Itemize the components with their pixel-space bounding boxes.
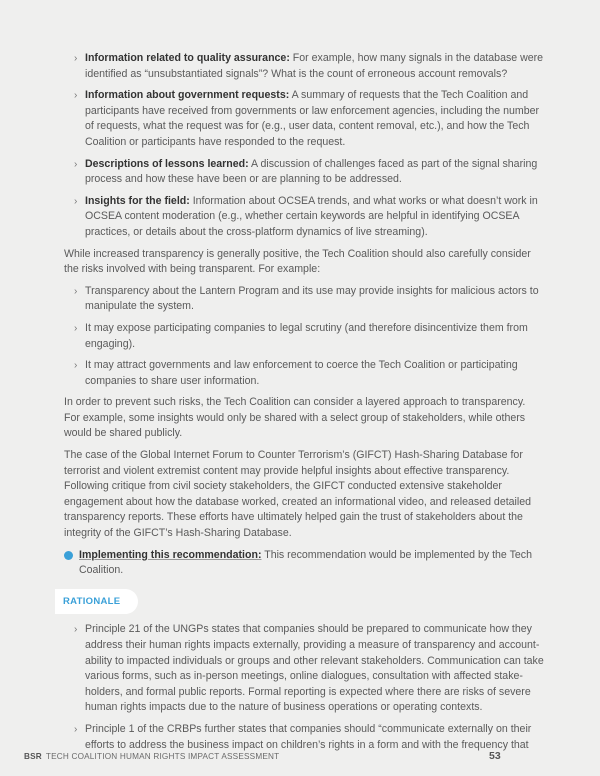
list-item: › Principle 1 of the CRBPs further states that companies should “communicate externally on their efforts to address the business impact on children’s rights in a form and with the frequency that <box>74 722 532 751</box>
chevron-right-icon: › <box>74 90 78 102</box>
list-item: › Transparency about the Lantern Program and its use may provide insights for malicious actors to manipulate the system. <box>74 284 539 313</box>
brand-logo: BSR <box>24 752 42 761</box>
rationale-heading: RATIONALE <box>55 589 138 615</box>
list-item: › Descriptions of lessons learned: A discussion of challenges faced as part of the signal sharing process and how these have been or are planning to be addressed. <box>74 157 538 186</box>
chevron-right-icon: › <box>74 360 78 372</box>
chevron-right-icon: › <box>74 53 78 64</box>
chevron-right-icon: › <box>74 624 78 636</box>
page-content <box>64 51 544 759</box>
footer-title: TECH COALITION HUMAN RIGHTS IMPACT ASSESSMENT <box>45 752 280 761</box>
chevron-right-icon: › <box>74 322 78 334</box>
list-item: › Information related to quality assurance: For example, how many signals in the database were identified as “unsubstantiated signals”? What is the count of erroneous account removals? <box>74 52 544 80</box>
page-number: 53 <box>489 750 501 762</box>
list-item: › Principle 21 of the UNGPs states that companies should be prepared to communicate how they address their human rights impacts externally, providing a measure of transparency and account-ability to impacted individuals or groups and other relevant stakeholders. Communication can take various forms, such as in-person meetings, online dialogues, consultation with affected stake-holders, and formal public reports. Formal reporting is expected where there are risks of severe human rights impacts due to the nature of business operations or operating contexts. <box>74 623 544 714</box>
paragraph-gifct: The case of the Global Internet Forum to Counter Terrorism’s (GIFCT) Hash-Sharing Database for terrorist and violent extremist content may provide helpful insights about effective transparency. Following critique from civil society stakeholders, the GIFCT conducted extensive stakeholder engagement about how the database worked, created an informational video, and released detailed transparency reports. These efforts have ultimately helped gain the trust of stakeholders about the integrity of the GIFCT’s Hash-Sharing Database. <box>64 449 532 540</box>
list-item: › It may attract governments and law enforcement to coerce the Tech Coalition or participating companies to share user information. <box>74 359 518 387</box>
list-item: › Information about government requests: A summary of requests that the Tech Coalition and participants have received from governments or law enforcement agencies, including the number of requests, what the request was for (e.g., user data, content removal, etc.), and how the Tech Coalition or participants have responded to the request. <box>74 89 540 148</box>
paragraph-risks: While increased transparency is generally positive, the Tech Coalition should also carefully consider the risks involved with being transparent. For example: <box>64 247 531 276</box>
list-item: › It may expose participating companies to legal scrutiny (and therefore disincentivize them from engaging). <box>74 321 528 350</box>
list-item: › Insights for the field: Information about OCSEA trends, and what works or what doesn’t work in OCSEA content moderation (e.g., whether certain keywords are helpful in identifying OCSEA practices, or details about the cross-platform dynamics of live streaming). <box>74 194 538 238</box>
chevron-right-icon: › <box>74 723 78 735</box>
chevron-right-icon: › <box>74 285 78 297</box>
chevron-right-icon: › <box>74 158 78 170</box>
paragraph-layered: In order to prevent such risks, the Tech Coalition can consider a layered approach to transparency. For example, some insights would only be shared with a select group of stakeholders, while others would be shared publicly. <box>64 396 526 440</box>
bullet-dot-icon <box>64 551 73 560</box>
chevron-right-icon: › <box>74 195 78 207</box>
implementing-recommendation: Implementing this recommendation: This recommendation would be implemented by the Tech Coalition. <box>64 548 544 579</box>
footer <box>24 752 279 761</box>
